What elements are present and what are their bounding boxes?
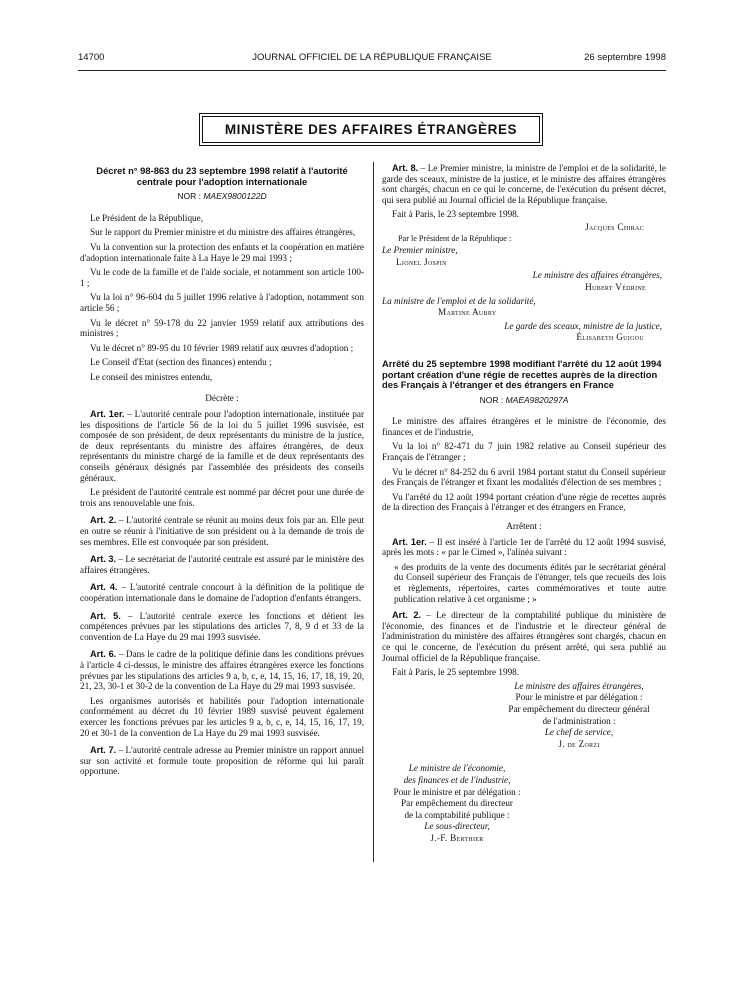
article [382,610,666,663]
nor-label: NOR : [177,191,201,202]
ministry-banner [202,116,540,143]
nor-label: NOR : [479,394,504,405]
preamble-line: Vu le décret n° 59-178 du 22 janvier 1959 relatif aux attributions des ministres ; [80,317,364,339]
article [80,649,364,691]
sig-line: de l'administration : [542,715,616,726]
preamble-line: Le ministre des affaires étrangères et le ministre de l'économie, des finances et de l'industrie, [382,416,666,437]
arrete-nor [382,395,666,406]
article-text: Le président de l'autorité centrale est nommé par décret pour une durée de trois ans renouvelable une fois. [80,487,364,508]
pm-title: Le Premier ministre, [382,245,458,256]
article-quote: « des produits de la vente des documents édités par le secrétariat général du Conseil supérieur des Français de l'étranger, tels que recueils des lois et règlements, répertoires, cartes commémoratives et toute autre publication relative à cet organisme ; » [394,561,666,604]
page-header [78,52,666,68]
journal-title: JOURNAL OFFICIEL DE LA RÉPUBLIQUE FRANÇAISE [252,52,492,63]
sig-line: de la comptabilité publique : [404,809,510,820]
nor-value: MAEX9800122D [203,191,267,202]
preamble-line: Le Président de la République, [90,212,204,223]
preamble-line: Vu l'arrêté du 12 août 1994 portant création d'une régie de recettes auprès de la direction des Français à l'étranger et des étrangers en France, [382,491,666,513]
article [80,582,364,603]
article [80,487,364,508]
article-label: Art. 8. [392,163,419,173]
sig-line: Le ministre de l'économie, [408,763,506,774]
article-label: Art. 7. [90,745,117,756]
arretent-heading: Arrêtent : [506,521,542,532]
preamble-line: Vu le décret n° 89-95 du 10 février 1989 relatif aux œuvres d'adoption ; [90,342,354,353]
article-text: – L'autorité centrale pour l'adoption internationale, instituée par les dispositions de l'article 56 de la loi du 5 juillet 1996 susvisée, est composée de son président, de deux représentants du ministre de la justice, de deux représentants du ministre des affaires étrangères, de deux représentants du ministre chargé de la famille et de deux représentants des conseils généraux désignés par l'assemblée des présidents des conseils généraux. [80,409,365,483]
article-label: Art. 1er. [90,409,125,420]
article-text: – Le secrétariat de l'autorité centrale est assuré par le ministère des affaires étrangères. [80,554,364,575]
article-label: Art. 6. [90,649,117,660]
sig-line: Par empêchement du directeur général [508,703,650,714]
article-label: Art. 2. [392,610,422,621]
article [80,554,364,575]
done-at: Fait à Paris, le 23 septembre 1998. [392,209,520,220]
arrete-title: Arrêté du 25 septembre 1998 modifiant l'arrêté du 12 août 1994 portant création d'une régie de recettes auprès de la direction des Français à l'étranger et des étrangers en France [382,357,662,391]
article [382,537,666,558]
article [80,696,364,738]
preamble-line: Vu le décret n° 84-252 du 6 avril 1984 portant statut du Conseil supérieur des Français de l'étranger et fixant les modalités d'élection de ses membres ; [382,466,666,488]
article [80,515,364,547]
article-text: – L'autorité centrale se réunit au moins deux fois par an. Elle peut en outre se réunir à l'initiative de son président ou à la demande de trois de ses membres. Elle est convoquée par son président. [80,515,364,547]
sig-line: Le sous-directeur, [424,821,490,832]
article-text: – Dans le cadre de la politique définie dans les conditions prévues à l'article 4 ci-dessus, le ministre des affaires étrangères exerce les fonctions prévues par les stipulations des articles 9 a, b, c, e, 14, 15, 16, 17, 18, 19, 20, 21, 23, 30-1 et 30-2 de la convention de La Haye du 29 mai 1993 susvisée. [80,649,364,692]
by-president: Par le Président de la République : [398,233,512,243]
mae-name: Hubert Védrine [585,281,646,292]
article-text: – L'autorité centrale adresse au Premier ministre un rapport annuel sur son activité et formule toute proposition de réforme qui lui paraît opportune. [80,745,365,777]
sig-line: Le chef de service, [544,727,614,738]
header-rule [78,70,666,71]
article-label: Art. 3. [90,554,117,565]
article [382,163,666,205]
sig-line: Le ministre des affaires étrangères, [514,680,644,691]
signature-block-mae [382,681,666,750]
article-text: – L'autorité centrale concourt à la définition de la politique de coopération internationale dans le domaine de l'adoption d'enfants étrangers. [80,582,364,603]
column-divider [373,162,374,862]
sig-line: des finances et de l'industrie, [403,774,511,785]
article-text: – Le Premier ministre, la ministre de l'emploi et de la solidarité, le garde des sceaux, ministre de la justice, et le ministre des affaires étrangères sont chargés, chacun en ce qui le concerne, de l'exécution du présent décret, qui sera publié au Journal officiel de la République française. [382,163,667,205]
preamble-line: Vu la convention sur la protection des enfants et la coopération en matière d'adoption internationale faite à La Haye le 29 mai 1993 ; [80,241,364,263]
article-text: Les organismes autorisés et habilités pour l'adoption internationale conformément au décret du 10 février 1989 susvisé peuvent également exercer les fonctions prévues par les articles 9 a, b, c, e, 14, 15, 16, 17, 19, 20 et 30-1 de la convention de La Haye du 29 mai 1993 susvisée. [80,695,364,738]
preamble-line: Vu le code de la famille et de l'aide sociale, et notamment son article 100-1 ; [80,267,364,288]
done-at: Fait à Paris, le 25 septembre 1998. [392,667,520,678]
article [80,745,364,777]
decret-nor [80,191,364,202]
sig-name: J. de Zorzi [558,738,600,749]
emploi-name: Martine Aubry [438,307,497,318]
article [80,409,364,483]
article-label: Art. 1er. [392,536,427,547]
issue-date: 26 septembre 1998 [584,52,666,63]
justice-title: Le garde des sceaux, ministre de la justice, [504,320,662,331]
pm-name: Lionel Jospin [396,256,447,267]
ministry-title: MINISTÈRE DES AFFAIRES ÉTRANGÈRES [224,122,518,137]
preamble-line: Le Conseil d'Etat (section des finances) entendu ; [90,357,272,368]
right-column [382,163,666,844]
article-label: Art. 4. [90,582,118,593]
decrete-heading: Décrète : [205,392,239,403]
decret-title: Décret n° 98-863 du 23 septembre 1998 relatif à l'autorité centrale pour l'adoption internationale [96,165,348,187]
emploi-title: La ministre de l'emploi et de la solidarité, [382,295,536,306]
mae-title: Le ministre des affaires étrangères, [532,270,662,281]
preamble-line: Vu la loi n° 96-604 du 5 juillet 1996 relative à l'adoption, notamment son article 56 ; [80,292,364,313]
article-label: Art. 5. [90,610,121,621]
article-text: – L'autorité centrale exerce les fonctions et détient les compétences prévues par les stipulations des articles 7, 8, 9 d et 33 de la convention de La Haye du 29 mai 1993 susvisée. [80,610,364,642]
preamble-line: Sur le rapport du Premier ministre et du ministre des affaires étrangères, [90,227,356,238]
sig-line: Par empêchement du directeur [401,798,513,809]
signature-block-finances [382,763,532,843]
article-text: – Il est inséré à l'article 1er de l'arrêté du 12 août 1994 susvisé, après les mots : « par le Cimed », l'alinéa suivant : [382,536,667,558]
signer-president: Jacques Chirac [585,221,644,232]
article-label: Art. 2. [90,515,117,526]
page-number: 14700 [78,52,105,63]
preamble-line: Vu la loi n° 82-471 du 7 juin 1982 relative au Conseil supérieur des Français de l'étranger ; [382,441,666,463]
left-column [80,166,364,781]
article [80,611,364,643]
article-text: – Le directeur de la comptabilité publique du ministère de l'économie, des finances et de l'industrie et le directeur général de l'administration du ministère des affaires étrangères sont chargés, chacun en ce qui le concerne, de l'exécution du présent arrêté, qui sera publié au Journal officiel de la République française. [382,610,667,663]
nor-value: MAEA9820297A [505,394,569,405]
justice-name: Élisabeth Guigou [576,332,644,343]
sig-name: J.-F. Berthier [430,832,484,843]
sig-line: Pour le ministre et par délégation : [393,786,521,797]
preamble-line: Le conseil des ministres entendu, [90,371,213,382]
sig-line: Pour le ministre et par délégation : [515,692,643,703]
